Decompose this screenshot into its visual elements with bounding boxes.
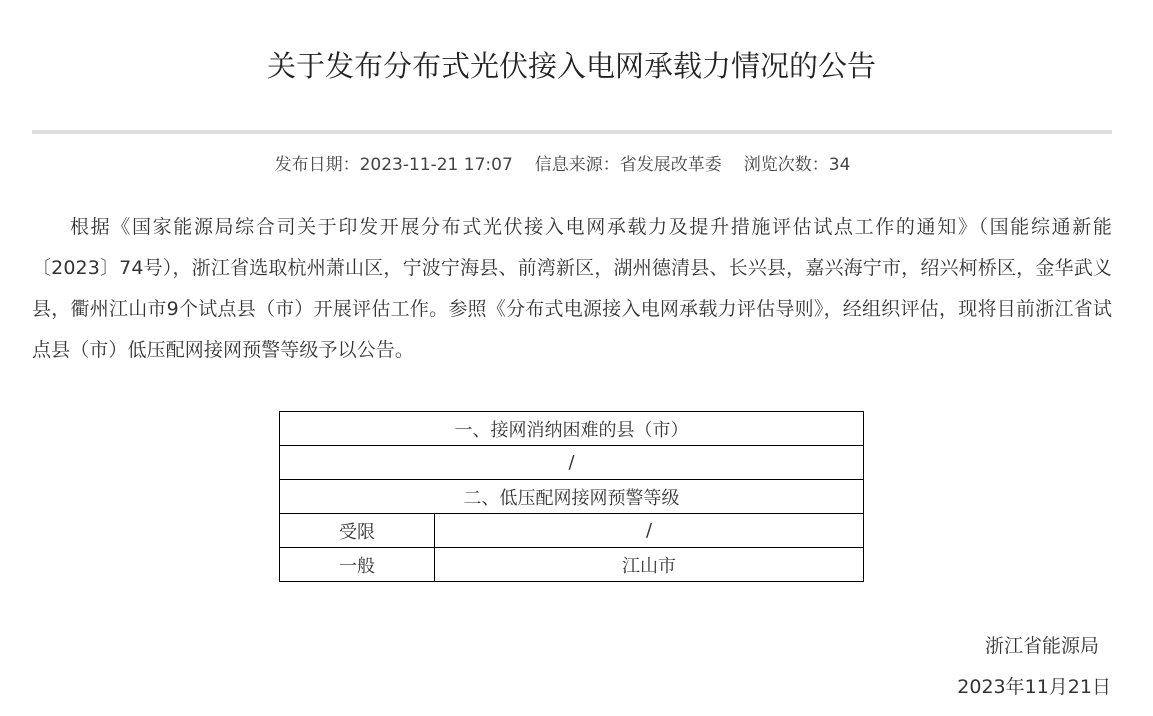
announcement-paragraph: 根据《国家能源局综合司关于印发开展分布式光伏接入电网承载力及提升措施评估试点工作的通知》（国能综通新能〔2023〕74号），浙江省选取杭州萧山区，宁波宁海县、前湾新区，湖州德清县、长兴县，嘉兴海宁市，绍兴柯桥区，金华武义县，衢州江山市9个试点县（市）开展评估工作。参照《分布式电源接入电网承载力评估导则》，经组织评估，现将目前浙江省试点县（市）低压配网接网预警等级予以公告。 [32, 216, 1112, 361]
source-value: 省发展改革委 [619, 155, 722, 175]
views-label: 浏览次数： [743, 155, 829, 175]
section1-header: 一、接网消纳困难的县（市） [280, 412, 864, 446]
level-cell: 一般 [280, 548, 435, 582]
publish-date-label: 发布日期： [274, 155, 360, 175]
issue-date: 2023年11月21日 [957, 676, 1111, 698]
issuer-signature: 浙江省能源局 [984, 635, 1099, 657]
section2-header: 二、低压配网接网预警等级 [280, 480, 864, 514]
level-cell: 受限 [280, 514, 435, 548]
area-cell: / [435, 514, 864, 548]
page-title: 关于发布分布式光伏接入电网承载力情况的公告 [266, 49, 876, 83]
table-row [280, 480, 864, 514]
article-meta [0, 152, 1125, 178]
warning-level-table [279, 411, 864, 582]
title-divider [32, 130, 1112, 134]
table-row [280, 514, 864, 548]
table-row [280, 548, 864, 582]
area-cell: 江山市 [435, 548, 864, 582]
table-row [280, 412, 864, 446]
source-label: 信息来源： [534, 155, 620, 175]
table-row [280, 446, 864, 480]
views-count: 34 [828, 155, 851, 175]
section1-value: / [280, 446, 864, 480]
publish-date-value: 2023-11-21 17:07 [359, 155, 513, 175]
